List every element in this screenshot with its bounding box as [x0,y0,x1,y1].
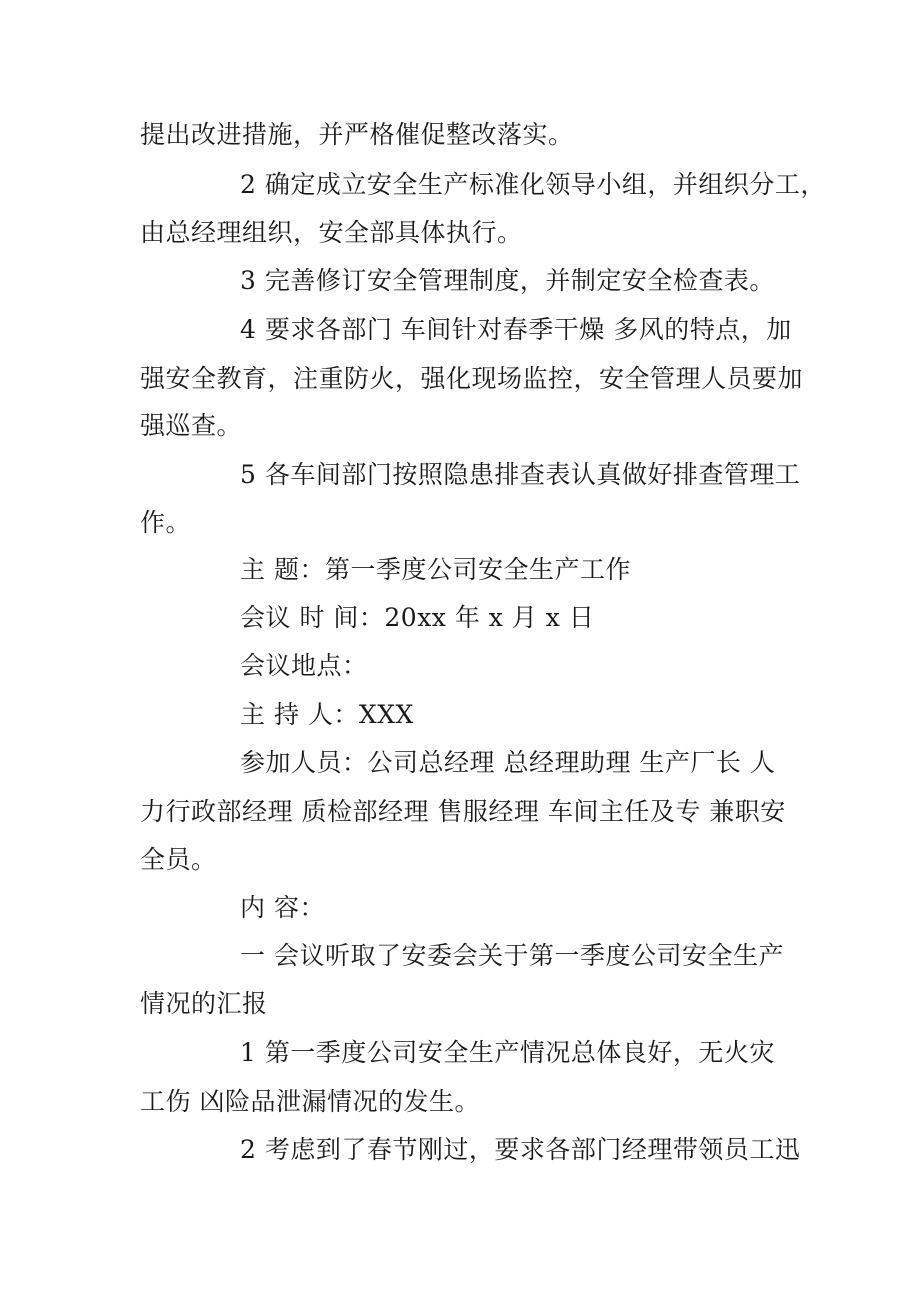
text-line: 情况的汇报 [140,989,268,1018]
text-line: 1 第一季度公司安全生产情况总体良好，无火灾 [240,1038,775,1067]
text-line: 3 完善修订安全管理制度，并制定安全检查表。 [240,266,775,295]
text-line: 作。 [140,508,192,537]
text-line: 力行政部经理 质检部经理 售服经理 车间主任及专 兼职安 [140,797,786,826]
meeting-location: 会议地点： [240,651,368,680]
meeting-host: 主 持 人：XXX [240,700,414,729]
meeting-content-heading: 内 容： [240,893,325,922]
text-line: 一 会议听取了安委会关于第一季度公司安全生产 [240,941,784,970]
text-line: 5 各车间部门按照隐患排查表认真做好排查管理工 [240,460,801,489]
text-line: 全员。 [140,845,217,874]
text-line: 4 要求各部门 车间针对春季干燥 多风的特点，加 [240,315,792,344]
meeting-topic: 主 题：第一季度公司安全生产工作 [240,555,631,584]
text-line: 强安全教育，注重防火，强化现场监控，安全管理人员要加 [140,364,804,393]
meeting-time: 会议 时 间：20xx 年 x 月 x 日 [240,603,595,632]
text-line: 强巡查。 [140,411,243,440]
meeting-attendees: 参加人员：公司总经理 总经理助理 生产厂长 人 [240,748,776,777]
text-line: 2 确定成立安全生产标准化领导小组，并组织分工， [240,170,826,199]
text-line: 工伤 凶险品泄漏情况的发生。 [140,1087,480,1116]
text-line: 提出改进措施，并严格催促整改落实。 [140,120,574,149]
text-line: 由总经理组织，安全部具体执行。 [140,218,523,247]
text-line: 2 考虑到了春节刚过，要求各部门经理带领员工迅 [240,1135,801,1164]
